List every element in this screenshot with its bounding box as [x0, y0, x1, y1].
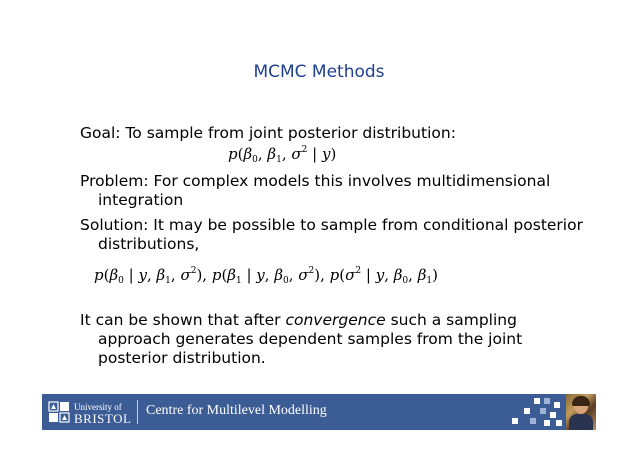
slide-title: MCMC Methods — [253, 62, 385, 82]
decor-square — [524, 408, 530, 414]
conclusion-text-line2: approach generates dependent samples from the joint — [98, 330, 523, 348]
conclusion-text-line3: posterior distribution. — [98, 349, 266, 367]
decor-square — [534, 398, 540, 404]
decorative-squares — [504, 396, 564, 428]
centre-name: Centre for Multilevel Modelling — [146, 403, 327, 418]
problem-text-line1: Problem: For complex models this involves multidimensional — [80, 172, 551, 190]
conclusion-text-prefix: It can be shown that after — [80, 311, 286, 329]
decor-square — [550, 412, 556, 418]
decor-square — [512, 418, 518, 424]
goal-paragraph — [80, 124, 456, 143]
problem-paragraph — [80, 172, 550, 210]
decor-square — [556, 420, 562, 426]
logo-text-small: University of — [74, 402, 122, 412]
footer-divider — [137, 400, 138, 424]
solution-text-line2: distributions, — [98, 235, 200, 253]
logo-text-big: BRISTOL — [74, 411, 132, 426]
conclusion-text-emphasis: convergence — [285, 311, 386, 329]
photo-figure-body — [569, 414, 593, 430]
conditional-posteriors-formula: $p(\beta_0$ | y, $\beta_1$, $\sigma^2$), $p(\beta_1$ | y, $\beta_0$, $\sigma^2$), $p(\sigma^2$ | y, $\beta_0$, $\beta_1$) — [94, 266, 438, 286]
solution-paragraph — [80, 216, 583, 254]
decor-square — [530, 418, 536, 424]
university-crest-icon — [48, 401, 70, 423]
goal-text: Goal: To sample from joint posterior distribution: — [80, 124, 456, 142]
photo-figure-hair — [572, 396, 590, 406]
footer-bar — [42, 394, 596, 430]
footer-photo — [566, 394, 596, 430]
conclusion-text-suffix: such a sampling — [385, 311, 517, 329]
joint-posterior-formula: $p(\beta_0$, $\beta_1$, $\sigma^2$ | y) — [228, 145, 337, 165]
decor-square — [540, 408, 546, 414]
conclusion-paragraph — [80, 311, 522, 368]
problem-text-line2: integration — [98, 191, 184, 209]
decor-square — [554, 402, 560, 408]
decor-square — [544, 398, 550, 404]
solution-text-line1: Solution: It may be possible to sample from conditional posterior — [80, 216, 583, 234]
decor-square — [544, 420, 550, 426]
university-logo — [46, 397, 132, 427]
